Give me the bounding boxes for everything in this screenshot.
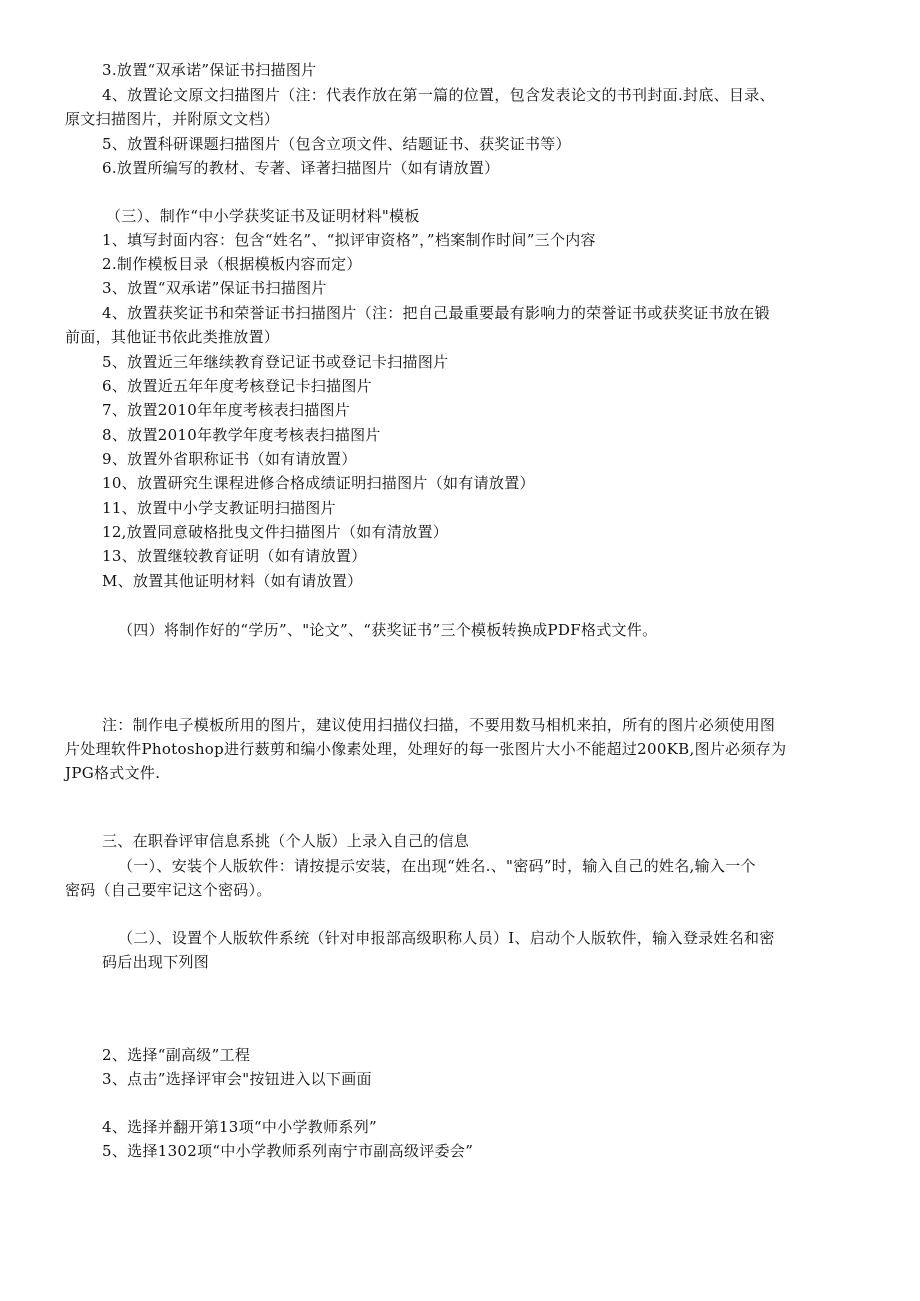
doc-line: 前面，其他证书依此类推放置） bbox=[65, 328, 280, 346]
doc-line: 4、选择并翻开第13项“中小学教师系列” bbox=[102, 1118, 377, 1136]
doc-line: 5、选择1302项“中小学教师系列南宁市副高级评委会” bbox=[102, 1142, 474, 1160]
doc-line: 11、放置中小学支教证明扫描图片 bbox=[102, 499, 336, 517]
doc-line: 4、放置论文原文扫描图片（注：代表作放在第一篇的位置，包含发表论文的书刊封面.封底、目录、 bbox=[102, 86, 775, 104]
section-heading: 三、在职眷评审信息系挑（个人版）上录入自己的信息 bbox=[102, 832, 470, 850]
doc-line: 密码（自己要牢记这个密码）。 bbox=[65, 881, 272, 899]
doc-line: （二）、设置个人版软件系统（针对申报部高级职称人员）I、启动个人版软件，输入登录姓名和密 bbox=[118, 929, 775, 947]
doc-line: 5、放置科研课题扫描图片（包含立项文件、结题证书、获奖证书等） bbox=[102, 135, 571, 153]
doc-line: 2、选择“副高级”工程 bbox=[102, 1046, 251, 1064]
section-heading: （四）将制作好的“学历”、"论文”、“获奖证书”三个模板转换成PDF格式文件。 bbox=[118, 621, 658, 639]
doc-line: 4、放置获奖证书和荣誉证书扫描图片（注：把自己最重要最有影响力的荣誉证书或获奖证书放在锻 bbox=[102, 304, 770, 322]
doc-line: 原文扫描图片，并附原文文档） bbox=[65, 110, 280, 128]
doc-line: 7、放置2010年年度考核表扫描图片 bbox=[102, 401, 351, 419]
note-line: 注：制作电子模板所用的图片，建议使用扫描仪扫描，不要用数马相机来拍，所有的图片必须使用图 bbox=[102, 716, 776, 734]
doc-line: 6.放置所编写的教材、专著、译著扫描图片（如有请放置） bbox=[102, 159, 500, 177]
doc-line: 1、填写封面内容：包含“姓名”、“拟评审资格”，”档案制作时间”三个内容 bbox=[102, 231, 596, 249]
doc-line: 3、放置“双承诺”保证书扫描图片 bbox=[102, 279, 327, 297]
note-line: JPG格式文件. bbox=[65, 764, 161, 782]
doc-line: 12,放置同意破格批曳文件扫描图片（如有清放置） bbox=[102, 523, 449, 541]
doc-line: 码后出现下列图 bbox=[102, 953, 210, 971]
doc-line: 3、点击”选择评审会"按钮进入以下画面 bbox=[102, 1070, 372, 1088]
doc-line: 10、放置研究生课程进修合格成绩证明扫描图片（如有请放置） bbox=[102, 474, 535, 492]
doc-line: M、放置其他证明材料（如有请放置） bbox=[102, 572, 363, 590]
doc-line: 9、放置外省职称证书（如有请放置） bbox=[102, 450, 357, 468]
doc-line: 3.放置“双承诺”保证书扫描图片 bbox=[102, 61, 317, 79]
doc-line: 2.制作模板目录（根据模板内容而定） bbox=[102, 255, 362, 273]
note-line: 片处理软件Photoshop进行薮剪和编小像素处理，处理好的每一张图片大小不能超过200KB,图片必须存为 bbox=[65, 740, 787, 758]
doc-line: 13、放置继较教育证明（如有请放置） bbox=[102, 547, 367, 565]
doc-line: 5、放置近三年继续教育登记证书或登记卡扫描图片 bbox=[102, 353, 449, 371]
doc-line: 8、放置2010年教学年度考核表扫描图片 bbox=[102, 426, 381, 444]
doc-line: 6、放置近五年年度考核登记卡扫描图片 bbox=[102, 377, 372, 395]
doc-line: （一）、安装个人版软件：请按提示安装，在出现“姓名.、"密码”时，输入自己的姓名,输入一个 bbox=[118, 857, 756, 875]
section-heading: （三）、制作“中小学获奖证书及证明材料"模板 bbox=[106, 207, 420, 225]
